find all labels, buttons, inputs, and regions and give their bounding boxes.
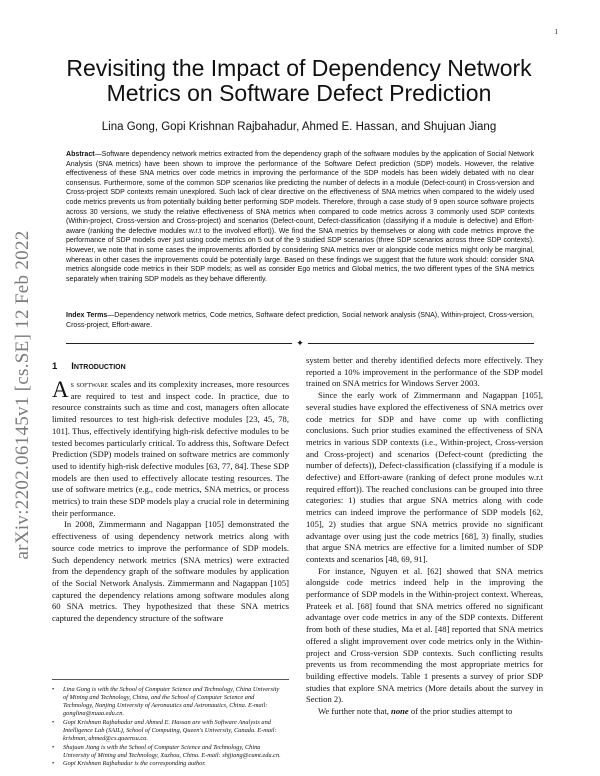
footnotes	[52, 686, 289, 769]
abstract-text: —Software dependency network metrics extracted from the dependency graph of the software modules by the application of Social Network Analysis (SNA metrics) have been shown to improve the performance of the Software Defect prediction (SDP) models. However, the relative effectiveness of these SNA metrics over code metrics in improving the performance of the SDP models has been widely debated with no clear consensus. Furthermore, some of the common SDP scenarios like predicting the number of defects in a module (Defect-count) in Cross-version and Cross-project SDP contexts remain unexplored. Such lack of clear directive on the effectiveness of SNA metrics when compared to the widely used code metrics prevents us from potentially building better performing SDP models. Therefore, through a case study of 9 open source software projects across 30 versions, we study the relative effectiveness of SNA metrics when compared to code metrics across 3 commonly used SDP contexts (Within-project, Cross-version and Cross-project) and scenarios (Defect-count, Defect-classification (classifying if a module is defective) and Effort-aware (ranking the defective modules w.r.t to the involved effort)). We find the SNA metrics by themselves or along with code metrics improve the performance of SDP models over just using code metrics on 5 out of the 9 studied SDP scenarios (three SDP scenarios across three SDP contexts). However, we note that in some cases the improvements afforded by considering SNA metrics over or alongside code metrics might only be marginal, whereas in other cases the improvements could be potentially large. Based on these findings we suggest that the future work should: consider SNA metrics alongside code metrics in their SDP models; as well as consider Ego metrics and Global metrics, the two different types of the SNA metrics separately when training SDP models as they behave differently.	[66, 151, 534, 283]
footnote-item	[52, 686, 289, 718]
footnote-rule	[52, 679, 289, 680]
page-number: 1	[554, 28, 558, 36]
abstract	[66, 150, 534, 284]
arxiv-identifier	[8, 230, 38, 560]
footnote-item	[52, 744, 289, 760]
drop-cap: A	[52, 377, 69, 402]
abstract-label: Abstract	[66, 151, 95, 158]
footnote-item	[52, 760, 289, 768]
intro-paragraph-1	[52, 379, 289, 519]
divider-line-left	[66, 343, 292, 344]
bullet-icon: •	[52, 718, 55, 726]
index-terms-label: Index Terms	[66, 312, 108, 319]
author-list: Lina Gong, Gopi Krishnan Rajbahadur, Ahmed E. Hassan, and Shujuan Jiang	[101, 121, 497, 133]
section-number: 1	[52, 361, 58, 372]
intro-paragraph-6	[306, 706, 543, 718]
paragraph-6-end: of the prior studies attempt to	[408, 706, 513, 717]
intro-paragraph-1-text: scales and its complexity increases, more resources are required to test and inspect code. In practice, due to resource constraints such as time and cost, managers often allocate limited resources to test high-risk defective modules [23, 45, 78, 101]. Thus, effectively identifying high-risk defective modules to be tested becomes particularly critical. To address this, Software Defect Prediction (SDP) models trained on software metrics are commonly used to identify high-risk defective modules [63, 77, 84]. These SDP models are then used to effectively allocate testing resources. The use of software metrics (e.g., code metrics, SNA metrics, or process metrics) to train these SDP models play a crucial role in determining their performance.	[52, 379, 290, 518]
intro-paragraph-4: Since the early work of Zimmermann and Nagappan [105], several studies have explored the effectiveness of SNA metrics over code metrics for SDP and have come up with conflicting conclusions. Such prior studies examined the effectiveness of SNA metrics in various SDP contexts (i.e., Within-project, Cross-version and Cross-project) and scenarios (Defect-count (predicting the number of defects)), Defect-classification (classifying if a module is defective) and Effort-aware (ranking of defect prone modules w.r.t required effort)). The reached conclusions can be grouped into three categories: 1) studies that argue SNA metrics along with code metrics can indeed improve the performance of SDP models [62, 105], 2) studies that argue SNA metrics provide no significant advantage over using just the code metrics [68], 3) finally, studies that argue SNA metrics are effective for a limited number of SDP contexts and scenarios [48, 69, 91].	[306, 390, 543, 564]
bullet-icon: •	[52, 760, 55, 768]
section-title: Introduction	[71, 361, 126, 372]
footnote-item	[52, 719, 289, 743]
index-terms	[66, 311, 534, 330]
arxiv-id-text: arXiv:2202.06145v1 [cs.SE] 12 Feb 2022	[12, 230, 33, 560]
footnote-text: Lina Gong is with the School of Computer Science and Technology, China University of Mining and Technology, China, and the School of Computer Science and Technology, Nanjing University of Aeronautics and Astronautics, China. E-mail: gonglina@nuaa.edu.cn.	[63, 686, 280, 718]
emphasis-none: none	[391, 706, 409, 717]
index-terms-text: —Dependency network metrics, Code metrics, Software defect prediction, Social network analysis (SNA), Within-project, Cross-version, Cross-project, Effort-aware.	[66, 312, 534, 329]
intro-paragraph-5: For instance, Nguyen et al. [62] showed that SNA metrics alongside code metrics indeed help in the improving the performance of SDP models in the Within-project context. Whereas, Prateek et al. [68] found that SNA metrics offered no significant advantage over code metrics in any of the SDP contexts. Different from both of these studies, Ma et al. [48] reported that SNA metrics offered a slight improvement over code metrics only in the Within-project and Cross-version SDP contexts. Such conflicting results prevents us from recommending the most appropriate metrics for building effective models. Table 1 presents a survey of prior SDP studies that explore SNA metrics (More details about the survey in Section 2).	[306, 565, 543, 705]
footnote-text: Shujuan Jiang is with the School of Computer Science and Technology, China University of Mining and Technology, Xuzhou, China. E-mail: shjjiang@cumt.edu.cn.	[63, 743, 281, 759]
divider-line-right	[308, 343, 534, 344]
divider-ornament-icon: ✦	[296, 338, 304, 348]
section-divider	[66, 338, 534, 348]
footnote-text: Gopi Krishnan Rajbahadur and Ahmed E. Hassan are with Software Analysis and Intelligence Lab (SAIL), School of Computing, Queen's University, Canada. E-mail: krishnan, ahmed@cs.queensu.ca.	[63, 718, 277, 743]
paragraph-6-start: We further note that,	[318, 706, 392, 717]
intro-paragraph-2: In 2008, Zimmermann and Nagappan [105] demonstrated the effectiveness of using dependency network metrics along with source code metrics to improve the performance of SDP models. Such dependency network metrics (SNA metrics) were extracted from the dependency graph of the software modules by application of the Social Network Analysis. Zimmermann and Nagappan [105] captured the dependency relations among software modules along 60 SNA metrics. They hypothesized that these SNA metrics captured the dependency structure of the software	[52, 519, 289, 624]
paper-title: Revisiting the Impact of Dependency Network Metrics on Software Defect Prediction	[66, 55, 532, 106]
bullet-icon: •	[52, 686, 55, 693]
section-heading	[52, 361, 126, 372]
intro-paragraph-3: system better and thereby identified defects more effectively. They reported a 10% improvement in the performance of the SDP model trained on SNA metrics for Windows Server 2003.	[306, 355, 543, 389]
intro-small-caps: s software	[70, 379, 109, 389]
bullet-icon: •	[52, 743, 55, 751]
right-column	[306, 355, 543, 718]
left-column	[52, 379, 289, 625]
footnote-text: Gopi Krishnan Rajbahadur is the corresponding author.	[63, 760, 206, 768]
